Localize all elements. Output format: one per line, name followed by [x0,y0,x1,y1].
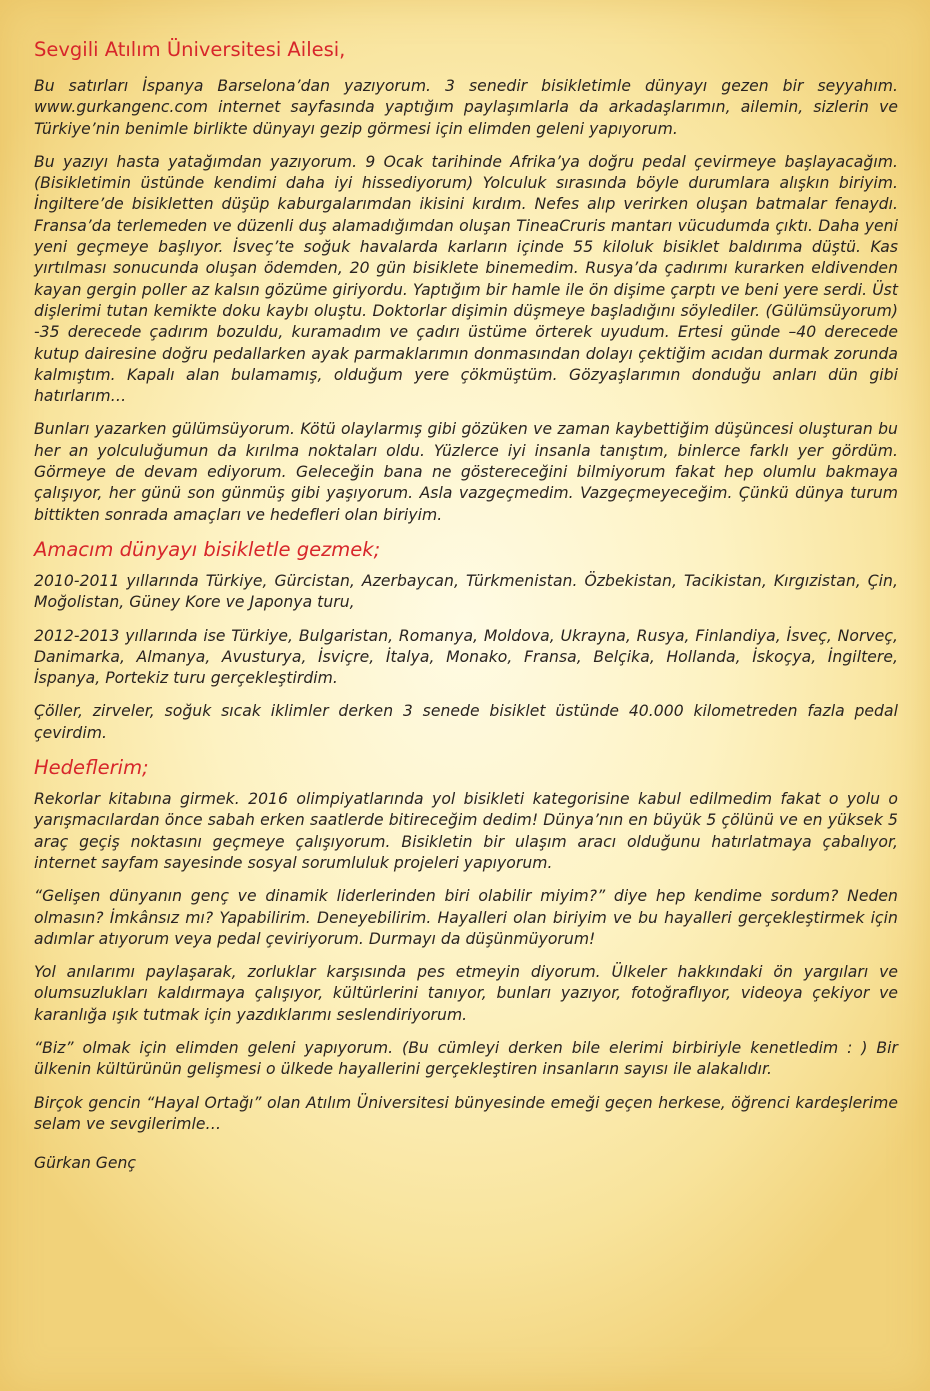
letter-content [34,38,898,1174]
intro-paragraph-2: Bu yazıyı hasta yatağımdan yazıyorum. 9 Ocak tarihinde Afrika’ya doğru pedal çevirmeye başlayacağım. (Bisikletimin üstünde kendimi daha iyi hissediyorum) Yolculuk sırasında böyle durumlara alışkın biriyim. İngiltere’de bisikletten düşüp kaburgalarımdan ikisini kırdım. Nefes alıp verirken oluşan batmalar fenaydı. Fransa’da terlemeden ve düzenli duş alamadığımdan oluşan TineaCruris mantarı vücudumda çıktı. Daha yeni yeni geçmeye başlıyor. İsveç’te soğuk havalarda karların içinde 55 kiloluk bisiklet baldırıma düştü. Kas yırtılması sonucunda oluşan ödemden, 20 gün bisiklete binemedim. Rusya’da çadırımı kurarken eldivenden kayan gergin poller az kalsın gözüme giriyordu. Yaptığım bir hamle ile ön dişime çarptı ve beni yere serdi. Üst dişlerimi tutan kemikte doku kaybı oluştu. Doktorlar dişimin düşmeye başladığını söylediler. (Gülümsüyorum) -35 derecede çadırım bozuldu, kuramadım ve çadırı üstüme örterek uyudum. Ertesi günde –40 derecede kutup dairesine doğru pedallarken ayak parmaklarımın donmasından dolayı çektiğim acıdan durmak zorunda kalmıştım. Kapalı alan bulamamış, olduğum yere çökmüştüm. Gözyaşlarımın donduğu anları dün gibi hatırlarım… [34,152,898,406]
aim-paragraph-1: 2010-2011 yıllarında Türkiye, Gürcistan, Azerbaycan, Türkmenistan. Özbekistan, Tacikistan, Kırgızistan, Çin, Moğolistan, Güney Kore ve Japonya turu, [34,571,898,612]
aim-paragraph-3: Çöller, zirveler, soğuk sıcak iklimler derken 3 senede bisiklet üstünde 40.000 kilometreden fazla pedal çevirdim. [34,702,898,742]
goals-paragraph-4: “Biz” olmak için elimden geleni yapıyorum. (Bu cümleyi derken bile elerimi birbiriyle kenetledim : ) Bir ülkenin kültürünün gelişmesi o ülkede hayallerini gerçekleştiren insanların sayısı ile alakalıdır. [34,1038,898,1079]
aim-paragraph-2: 2012-2013 yıllarında ise Türkiye, Bulgaristan, Romanya, Moldova, Ukrayna, Rusya, Finlandiya, İsveç, Norveç, Danimarka, Almanya, Avusturya, İsviçre, İtalya, Monako, Fransa, Belçika, Hollanda, İskoçya, İngiltere, İspanya, Portekiz turu gerçekleştirdim. [34,626,898,688]
letter-signature: Gürkan Genç [34,1154,136,1173]
letter-salutation: Sevgili Atılım Üniversitesi Ailesi, [34,38,346,61]
intro-paragraph-3: Bunları yazarken gülümsüyorum. Kötü olaylarmış gibi gözüken ve zaman kaybettiğim düşüncesi oluşturan bu her an yolculuğumun da kırılma noktaları oldu. Yüzlerce iyi insanla tanıştım, binlerce farklı yer gördüm. Görmeye de devam ediyorum. Geleceğin bana ne göstereceğini bilmiyorum fakat hep olumlu bakmaya çalışıyor, her günü son günmüş gibi yaşıyorum. Asla vazgeçmedim. Vazgeçmeyeceğim. Çünkü dünya turum bittikten sonrada amaçları ve hedefleri olan biriyim. [34,420,898,524]
intro-paragraph-1: Bu satırları İspanya Barselona’dan yazıyorum. 3 senedir bisikletimle dünyayı gezen bir seyyahım. www.gurkangenc.com internet sayfasında yaptığım paylaşımlarla da arkadaşlarımın, ailemin, sizlerin ve Türkiye’nin benimle birlikte dünyayı gezip görmesi için elimden geleni yapıyorum. [34,77,898,138]
goals-heading: Hedeflerim; [34,756,149,780]
goals-paragraph-2: “Gelişen dünyanın genç ve dinamik liderlerinden biri olabilir miyim?” diye hep kendime sordum? Neden olmasın? İmkânsız mı? Yapabilirim. Deneyebilirim. Hayalleri olan biriyim ve bu hayalleri gerçekleştirmek için adımlar atıyorum veya pedal çeviriyorum. Durmayı da düşünmüyorum! [34,887,898,948]
goals-paragraph-5: Birçok gencin “Hayal Ortağı” olan Atılım Üniversitesi bünyesinde emeği geçen herkese, öğrenci kardeşlerime selam ve sevgilerimle… [34,1093,898,1133]
aim-heading: Amacım dünyayı bisikletle gezmek; [34,537,381,561]
goals-paragraph-3: Yol anılarımı paylaşarak, zorluklar karşısında pes etmeyin diyorum. Ülkeler hakkındaki ön yargıları ve olumsuzlukları kaldırmaya çalışıyor, kültürlerini tanıyor, bunları yazıyor, fotoğraflıyor, videoya çekiyor ve karanlığa ışık tutmak için yazdıklarımı seslendiriyorum. [34,963,898,1024]
goals-paragraph-1: Rekorlar kitabına girmek. 2016 olimpiyatlarında yol bisikleti kategorisine kabul edilmedim fakat o yolu o yarışmacılardan önce sabah erken saatlerde bitireceğim dedim! Dünya’nın en büyük 5 çölünü ve en yüksek 5 araç geçiş noktasını geçmeye çalışıyorum. Bisikletin bir ulaşım aracı olduğunu hatırlatmaya çabalıyor, internet sayfam sayesinde sosyal sorumluluk projeleri yapıyorum. [34,790,898,872]
